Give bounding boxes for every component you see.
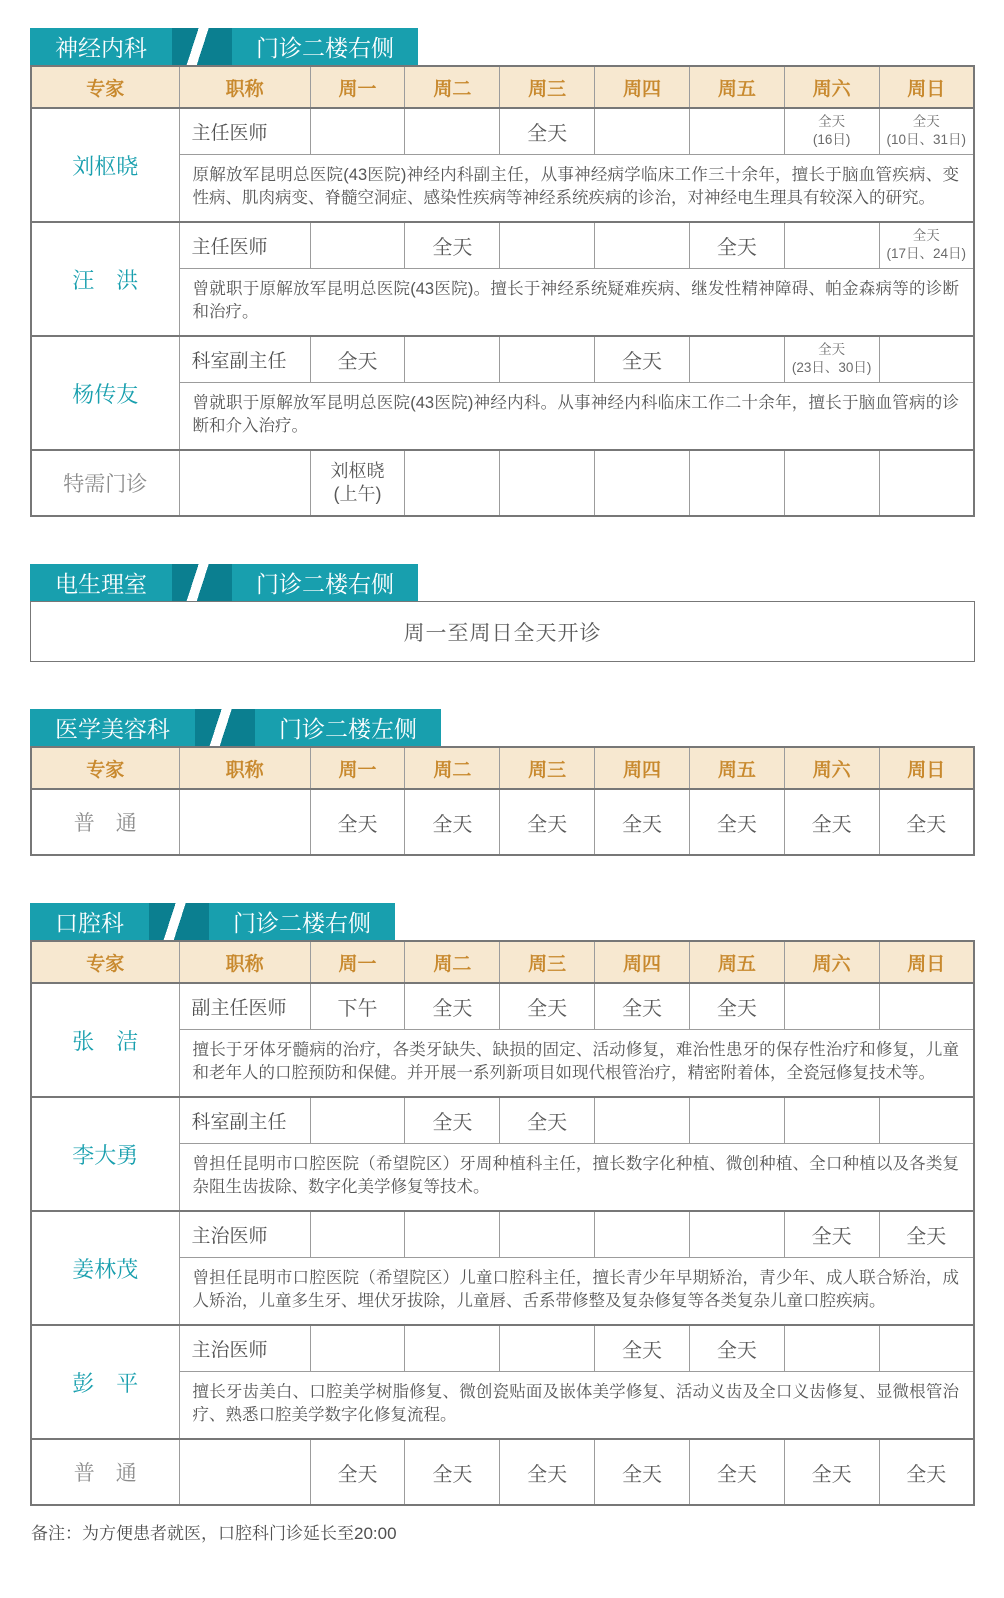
day-schedule-cell (405, 108, 500, 154)
col-header-day: 周一 (310, 941, 405, 983)
day-schedule-cell (689, 1211, 784, 1257)
header-row (31, 66, 974, 108)
col-header-day: 周日 (879, 747, 974, 789)
doctor-description-cell: 擅长牙齿美白、口腔美学树脂修复、微创瓷贴面及嵌体美学修复、活动义齿及全口义齿修复、显微根管治疗、熟悉口腔美学数字化修复流程。 (179, 1371, 974, 1439)
schedule-cell-line: (上午) (333, 484, 382, 504)
col-header-title: 职称 (179, 66, 310, 108)
department-header-bar (30, 28, 975, 65)
day-schedule-cell: 全天 (405, 789, 500, 855)
header-row (31, 941, 974, 983)
schedule-cell-line: (10日、31日) (886, 132, 967, 148)
schedule-cell-line: (17日、24日) (886, 246, 967, 262)
schedule-table (30, 940, 975, 1506)
location-tab: 门诊二楼右侧 (209, 903, 395, 940)
day-schedule-cell (879, 450, 974, 516)
day-schedule-cell: 全天 (784, 1439, 879, 1505)
col-header-day: 周五 (689, 941, 784, 983)
day-schedule-cell (500, 336, 595, 382)
col-header-day: 周五 (689, 747, 784, 789)
day-schedule-cell (595, 222, 690, 268)
section-stomatology (30, 903, 975, 1506)
day-schedule-cell: 全天 (689, 222, 784, 268)
diagonal-divider (172, 28, 232, 65)
schedule-row (31, 336, 974, 382)
doctor-description-cell: 曾就职于原解放军昆明总医院(43医院)神经内科。从事神经内科临床工作二十余年，擅长于脑血管病的诊断和介入治疗。 (179, 382, 974, 450)
col-header-day: 周四 (595, 941, 690, 983)
day-schedule-cell (405, 1325, 500, 1371)
day-schedule-cell: 全天 (500, 108, 595, 154)
day-schedule-cell: 全天 (500, 789, 595, 855)
job-title-cell: 副主任医师 (179, 983, 310, 1029)
col-header-day: 周日 (879, 66, 974, 108)
day-schedule-cell: 全天 (405, 983, 500, 1029)
day-schedule-cell (879, 1097, 974, 1143)
schedule-row (31, 450, 974, 516)
day-schedule-cell: 全天 (879, 789, 974, 855)
schedule-cell-line: 全天 (912, 228, 940, 244)
job-title-cell: 主治医师 (179, 1325, 310, 1371)
day-schedule-cell: 全天 (595, 336, 690, 382)
col-header-day: 周六 (784, 747, 879, 789)
col-header-day: 周四 (595, 747, 690, 789)
day-schedule-cell (310, 1097, 405, 1143)
job-title-cell: 主任医师 (179, 108, 310, 154)
day-schedule-cell (689, 450, 784, 516)
day-schedule-cell (879, 336, 974, 382)
table-body (31, 983, 974, 1505)
day-schedule-cell (595, 450, 690, 516)
day-schedule-cell: 全天 (405, 1439, 500, 1505)
expert-name-cell: 刘枢晓 (31, 108, 179, 222)
col-header-day: 周二 (405, 941, 500, 983)
col-header-day: 周三 (500, 941, 595, 983)
day-schedule-cell (310, 1211, 405, 1257)
col-header-expert: 专家 (31, 941, 179, 983)
day-schedule-cell (784, 222, 879, 268)
schedule-row (31, 222, 974, 268)
department-header-bar (30, 903, 975, 940)
section-electrophysiology (30, 564, 975, 662)
footer-note: 备注：为方便患者就医，口腔科门诊延长至20:00 (31, 1524, 397, 1543)
schedule-cell-line: 刘枢晓 (330, 460, 385, 481)
job-title-cell (179, 1439, 310, 1505)
expert-name-cell: 姜林茂 (31, 1211, 179, 1325)
day-schedule-cell: 全天 (405, 222, 500, 268)
day-schedule-cell: 全天 (310, 336, 405, 382)
expert-name-cell: 普 通 (31, 789, 179, 855)
doctor-description-cell: 擅长于牙体牙髓病的治疗，各类牙缺失、缺损的固定、活动修复，难治性患牙的保存性治疗和修复，儿童和老年人的口腔预防和保健。并开展一系列新项目如现代根管治疗，精密附着体，全瓷冠修复技术等。 (179, 1029, 974, 1097)
day-schedule-cell (310, 450, 405, 516)
job-title-cell (179, 789, 310, 855)
day-schedule-cell (784, 108, 879, 154)
day-schedule-cell: 全天 (689, 1325, 784, 1371)
schedule-row (31, 789, 974, 855)
day-schedule-cell: 全天 (500, 1097, 595, 1143)
day-schedule-cell (500, 1211, 595, 1257)
day-schedule-cell (500, 1325, 595, 1371)
schedule-row (31, 108, 974, 154)
schedule-table (30, 65, 975, 517)
col-header-day: 周一 (310, 66, 405, 108)
day-schedule-cell (595, 1211, 690, 1257)
table-head (31, 941, 974, 983)
schedule-cell-line: (23日、30日) (791, 360, 872, 376)
doctor-description-cell: 曾担任昆明市口腔医院（希望院区）牙周种植科主任，擅长数字化种植、微创种植、全口种植以及各类复杂阻生齿拔除、数字化美学修复等技术。 (179, 1143, 974, 1211)
header-row (31, 747, 974, 789)
day-schedule-cell: 全天 (784, 1211, 879, 1257)
schedule-row (31, 1097, 974, 1143)
col-header-day: 周二 (405, 66, 500, 108)
table-body (31, 108, 974, 516)
day-schedule-cell (310, 1325, 405, 1371)
schedule-cell-line: 全天 (912, 114, 940, 130)
expert-name-cell: 彭 平 (31, 1325, 179, 1439)
col-header-day: 周三 (500, 66, 595, 108)
day-schedule-cell (310, 222, 405, 268)
day-schedule-cell (310, 108, 405, 154)
day-schedule-cell (784, 1325, 879, 1371)
day-schedule-cell (784, 1097, 879, 1143)
col-header-day: 周五 (689, 66, 784, 108)
table-head (31, 66, 974, 108)
day-schedule-cell: 全天 (689, 789, 784, 855)
col-header-title: 职称 (179, 747, 310, 789)
schedule-cell-line: (16日) (812, 132, 851, 148)
day-schedule-cell: 全天 (595, 1439, 690, 1505)
job-title-cell: 主任医师 (179, 222, 310, 268)
day-schedule-cell: 全天 (689, 1439, 784, 1505)
col-header-day: 周三 (500, 747, 595, 789)
day-schedule-cell: 全天 (595, 789, 690, 855)
location-tab: 门诊二楼右侧 (232, 28, 418, 65)
department-tab: 医学美容科 (30, 709, 195, 746)
expert-name-cell: 张 洁 (31, 983, 179, 1097)
day-schedule-cell: 全天 (879, 1211, 974, 1257)
location-tab: 门诊二楼左侧 (255, 709, 441, 746)
schedule-table (30, 746, 975, 856)
day-schedule-cell: 全天 (784, 789, 879, 855)
day-schedule-cell: 全天 (500, 983, 595, 1029)
day-schedule-cell: 全天 (595, 983, 690, 1029)
table-head (31, 747, 974, 789)
doctor-description-cell: 曾就职于原解放军昆明总医院(43医院)。擅长于神经系统疑难疾病、继发性精神障碍、帕金森病等的诊断和治疗。 (179, 268, 974, 336)
day-schedule-cell (689, 108, 784, 154)
diagonal-divider (149, 903, 209, 940)
day-schedule-cell (595, 1097, 690, 1143)
day-schedule-cell (405, 1211, 500, 1257)
section-medical-cosmetology (30, 709, 975, 856)
day-schedule-cell (689, 1097, 784, 1143)
schedule-cell-line: 全天 (818, 114, 846, 130)
expert-name-cell: 普 通 (31, 1439, 179, 1505)
schedule-row (31, 1325, 974, 1371)
department-header-bar (30, 564, 975, 601)
col-header-day: 周六 (784, 941, 879, 983)
expert-name-cell: 杨传友 (31, 336, 179, 450)
col-header-day: 周二 (405, 747, 500, 789)
day-schedule-cell: 全天 (689, 983, 784, 1029)
day-schedule-cell (500, 222, 595, 268)
schedule-row (31, 983, 974, 1029)
job-title-cell: 科室副主任 (179, 336, 310, 382)
diagonal-divider (172, 564, 232, 601)
col-header-day: 周六 (784, 66, 879, 108)
table-body (31, 789, 974, 855)
col-header-day: 周日 (879, 941, 974, 983)
job-title-cell: 主治医师 (179, 1211, 310, 1257)
day-schedule-cell (689, 336, 784, 382)
department-header-bar (30, 709, 975, 746)
section-neurology (30, 28, 975, 517)
diagonal-divider (195, 709, 255, 746)
sections-root (30, 28, 975, 1506)
department-tab: 口腔科 (30, 903, 149, 940)
expert-name-cell: 李大勇 (31, 1097, 179, 1211)
day-schedule-cell: 全天 (500, 1439, 595, 1505)
day-schedule-cell: 全天 (595, 1325, 690, 1371)
day-schedule-cell: 全天 (879, 1439, 974, 1505)
day-schedule-cell: 全天 (310, 789, 405, 855)
col-header-day: 周一 (310, 747, 405, 789)
day-schedule-cell (879, 1325, 974, 1371)
col-header-day: 周四 (595, 66, 690, 108)
notice-cell: 周一至周日全天开诊 (30, 601, 975, 662)
day-schedule-cell (405, 336, 500, 382)
day-schedule-cell (879, 222, 974, 268)
day-schedule-cell (784, 336, 879, 382)
day-schedule-cell: 全天 (405, 1097, 500, 1143)
day-schedule-cell (879, 983, 974, 1029)
col-header-expert: 专家 (31, 747, 179, 789)
expert-name-cell: 汪 洪 (31, 222, 179, 336)
day-schedule-cell (500, 450, 595, 516)
department-tab: 电生理室 (30, 564, 172, 601)
col-header-title: 职称 (179, 941, 310, 983)
doctor-description-cell: 曾担任昆明市口腔医院（希望院区）儿童口腔科主任，擅长青少年早期矫治，青少年、成人联合矫治，成人矫治，儿童多生牙、埋伏牙拔除，儿童唇、舌系带修整及复杂修复等各类复杂儿童口腔疾病。 (179, 1257, 974, 1325)
location-tab: 门诊二楼右侧 (232, 564, 418, 601)
schedule-row (31, 1211, 974, 1257)
day-schedule-cell: 下午 (310, 983, 405, 1029)
day-schedule-cell (879, 108, 974, 154)
department-tab: 神经内科 (30, 28, 172, 65)
col-header-expert: 专家 (31, 66, 179, 108)
day-schedule-cell (595, 108, 690, 154)
day-schedule-cell (405, 450, 500, 516)
day-schedule-cell (784, 450, 879, 516)
job-title-cell: 科室副主任 (179, 1097, 310, 1143)
job-title-cell (179, 450, 310, 516)
schedule-row (31, 1439, 974, 1505)
day-schedule-cell: 全天 (310, 1439, 405, 1505)
schedule-cell-line: 全天 (818, 342, 846, 358)
doctor-description-cell: 原解放军昆明总医院(43医院)神经内科副主任，从事神经病学临床工作三十余年，擅长于脑血管疾病、变性病、肌肉病变、脊髓空洞症、感染性疾病等神经系统疾病的诊治，对神经电生理具有较深入的研究。 (179, 154, 974, 222)
expert-name-cell: 特需门诊 (31, 450, 179, 516)
day-schedule-cell (784, 983, 879, 1029)
